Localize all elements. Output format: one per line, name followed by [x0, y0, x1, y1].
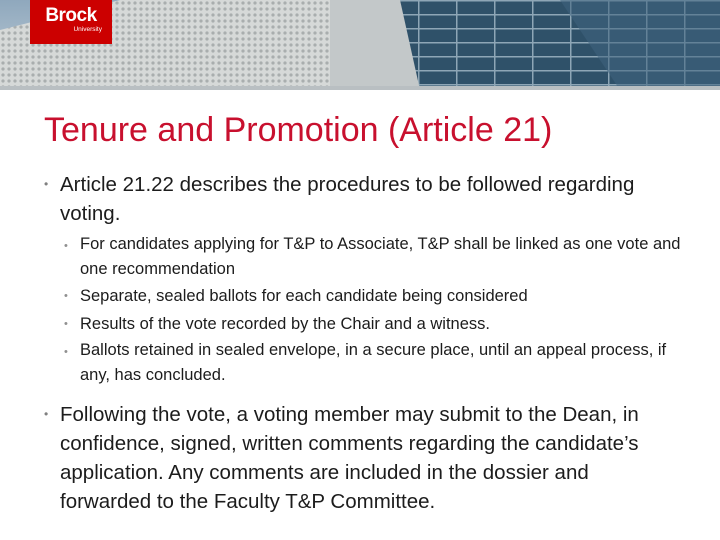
logo-subtitle: University [73, 26, 102, 33]
sub-bullet-item [64, 338, 684, 388]
logo-wordmark: Brock [45, 5, 97, 26]
bullet-text: Article 21.22 describes the procedures to be followed regarding voting. [60, 173, 635, 225]
sub-bullet-text: • Results of the vote recorded by the Chair and a witness. [80, 315, 490, 333]
sub-bullet-item [64, 310, 684, 338]
sub-bullet-text: • For candidates applying for T&P to Associate, T&P shall be linked as one vote and one recommendation [80, 235, 681, 278]
brock-university-logo [30, 0, 112, 44]
sub-bullet-item [64, 232, 684, 282]
sub-bullet-text: • Separate, sealed ballots for each candidate being considered [80, 287, 528, 305]
sub-bullet-list [64, 232, 684, 388]
sub-bullet-text: • Ballots retained in sealed envelope, in a secure place, until an appeal process, if any, has concluded. [80, 341, 667, 384]
header-banner-image [0, 0, 720, 90]
bullet-item [44, 400, 684, 516]
slide-body [44, 170, 684, 516]
slide-title: Tenure and Promotion (Article 21) [44, 111, 553, 149]
sub-bullet-item [64, 282, 684, 310]
bullet-item [44, 170, 684, 388]
bullet-text: Following the vote, a voting member may submit to the Dean, in confidence, signed, written comments regarding the candidate’s application. Any comments are included in the dossier and forwarded to the Faculty T&P Committee. [60, 403, 639, 513]
bullet-list [44, 170, 684, 516]
